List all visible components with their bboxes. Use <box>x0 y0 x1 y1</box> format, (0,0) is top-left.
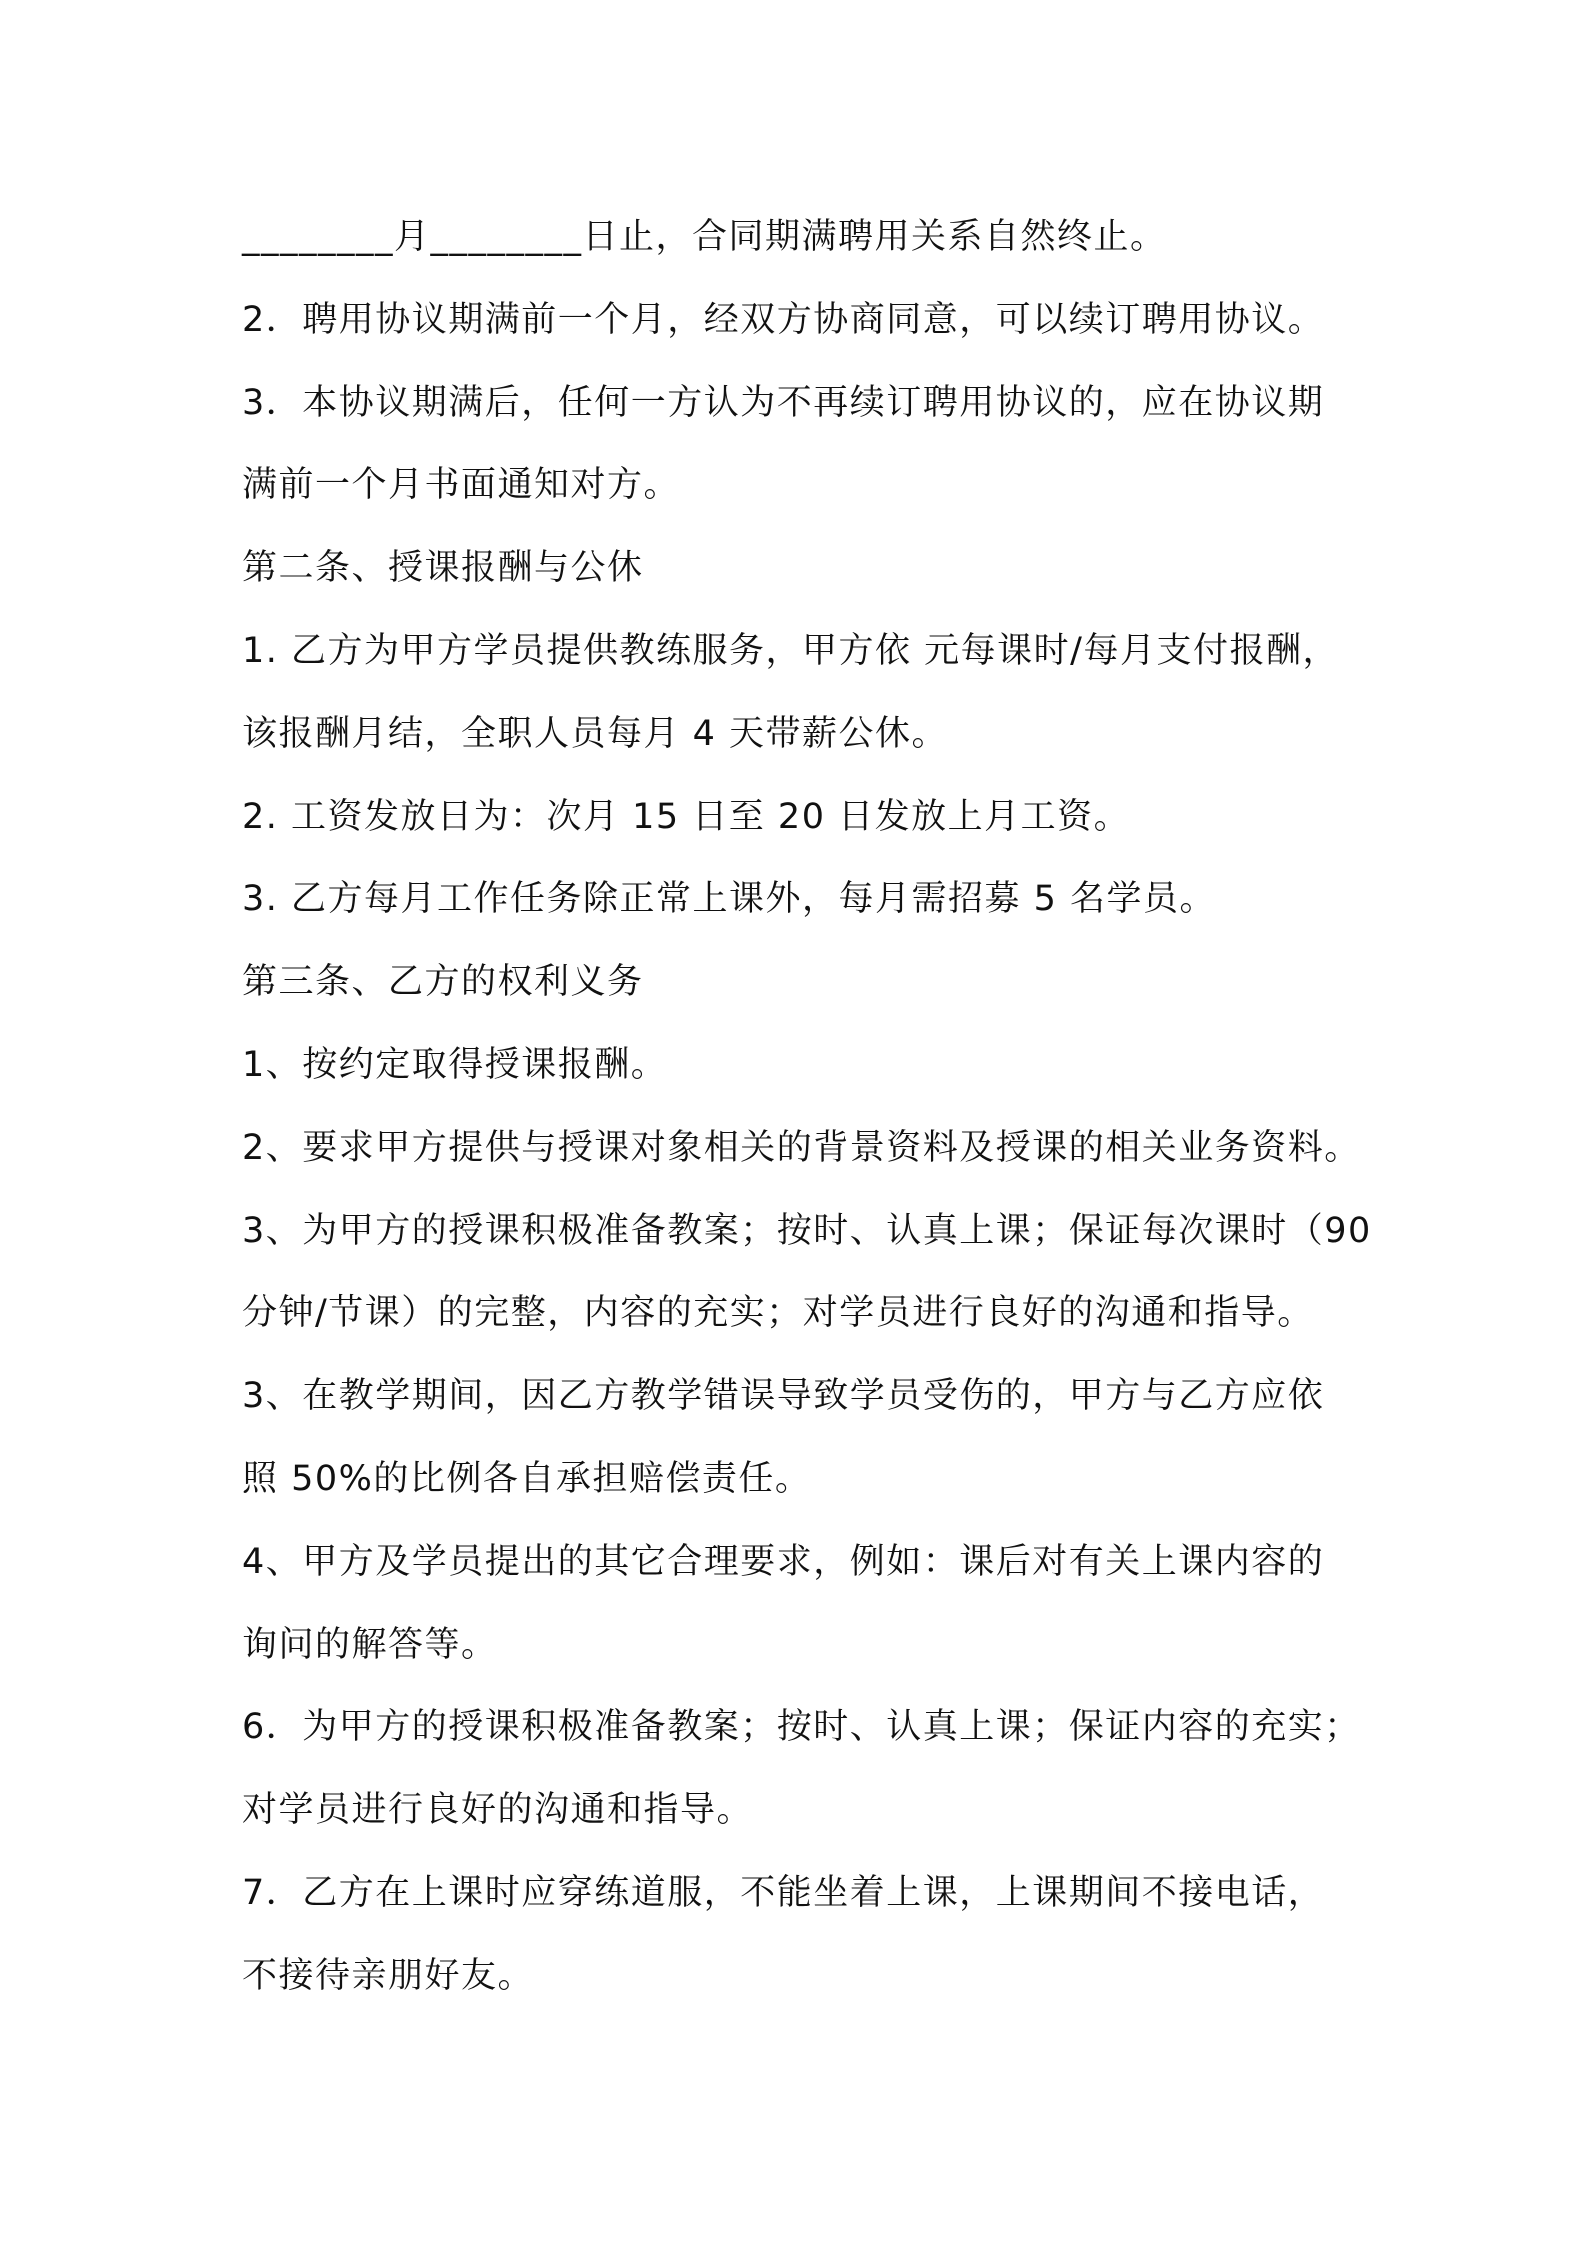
duty-3-line: 3、为甲方的授课积极准备教案；按时、认真上课；保证每次课时（90 <box>242 1210 1372 1251</box>
article-3-heading: 第三条、乙方的权利义务 <box>242 962 644 1003</box>
non-renewal-clause-line: 3．本协议期满后，任何一方认为不再续订聘用协议的，应在协议期 <box>242 382 1325 423</box>
contract-text <box>242 196 1382 2018</box>
duty-4-line: 4、甲方及学员提出的其它合理要求，例如：课后对有关上课内容的 <box>242 1541 1325 1582</box>
right-2-line: 2、要求甲方提供与授课对象相关的背景资料及授课的相关业务资料。 <box>242 1127 1361 1168</box>
duty-3-line-cont: 分钟/节课）的完整，内容的充实；对学员进行良好的沟通和指导。 <box>242 1293 1314 1334</box>
duty-7-line-cont: 不接待亲朋好友。 <box>242 1955 535 1996</box>
duty-7-line: 7．乙方在上课时应穿练道服，不能坐着上课，上课期间不接电话， <box>242 1872 1325 1913</box>
payment-clause-line-cont: 该报酬月结，全职人员每月 4 天带薪公休。 <box>242 713 949 754</box>
payday-clause-line: 2. 工资发放日为：次月 15 日至 20 日发放上月工资。 <box>242 796 1131 837</box>
right-1-line: 1、按约定取得授课报酬。 <box>242 1044 668 1085</box>
liability-clause-line-cont: 照 50%的比例各自承担赔偿责任。 <box>242 1458 812 1499</box>
duty-4-line-cont: 询问的解答等。 <box>242 1624 498 1665</box>
renewal-clause-line: 2．聘用协议期满前一个月，经双方协商同意，可以续订聘用协议。 <box>242 299 1325 340</box>
non-renewal-clause-line-cont: 满前一个月书面通知对方。 <box>242 465 681 506</box>
recruitment-clause-line: 3. 乙方每月工作任务除正常上课外，每月需招募 5 名学员。 <box>242 879 1217 920</box>
duty-6-line: 6．为甲方的授课积极准备教案；按时、认真上课；保证内容的充实； <box>242 1707 1361 1748</box>
contract-end-date-line: ________月________日止，合同期满聘用关系自然终止。 <box>242 217 1167 257</box>
article-2-heading: 第二条、授课报酬与公休 <box>242 548 644 589</box>
liability-clause-line: 3、在教学期间，因乙方教学错误导致学员受伤的，甲方与乙方应依 <box>242 1376 1325 1417</box>
payment-clause-line: 1. 乙方为甲方学员提供教练服务，甲方依 元每课时/每月支付报酬， <box>242 630 1339 671</box>
duty-6-line-cont: 对学员进行良好的沟通和指导。 <box>242 1790 754 1831</box>
